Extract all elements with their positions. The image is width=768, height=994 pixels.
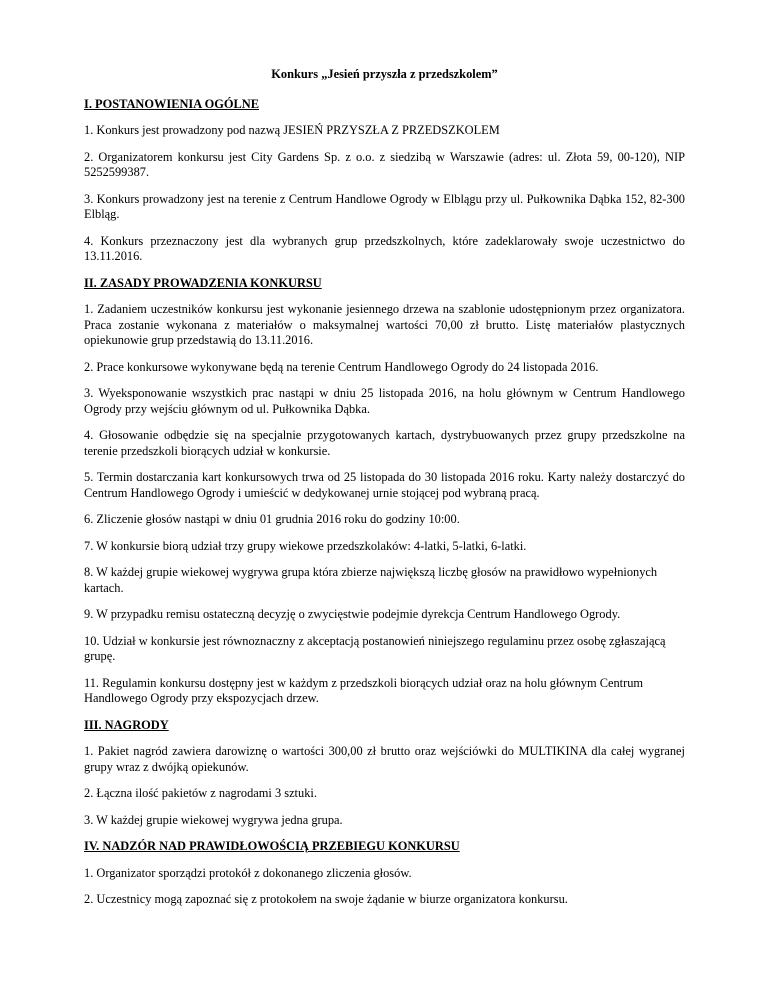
paragraph: 4. Konkurs przeznaczony jest dla wybranych grup przedszkolnych, które zadeklarowały swoje uczestnictwo do 13.11.2016. <box>84 233 685 263</box>
paragraph: 2. Organizatorem konkursu jest City Gardens Sp. z o.o. z siedzibą w Warszawie (adres: ul. Złota 59, 00-120), NIP 5252599387. <box>84 149 685 179</box>
paragraph: 4. Głosowanie odbędzie się na specjalnie przygotowanych kartach, dystrybuowanych przez grupy przedszkolne na terenie przedszkoli biorących udział w konkursie. <box>84 428 685 458</box>
paragraph: 6. Zliczenie głosów nastąpi w dniu 01 grudnia 2016 roku do godziny 10:00. <box>84 512 460 526</box>
paragraph: 9. W przypadku remisu ostateczną decyzję o zwycięstwie podejmie dyrekcja Centrum Handlowego Ogrody. <box>84 607 621 621</box>
paragraph: 11. Regulamin konkursu dostępny jest w każdym z przedszkoli biorących udział oraz na holu głównym Centrum Handlowego Ogrody przy ekspozycjach drzew. <box>84 675 644 705</box>
document-title: Konkurs „Jesień przyszła z przedszkolem” <box>271 67 498 81</box>
paragraph: 1. Organizator sporządzi protokół z dokonanego zliczenia głosów. <box>84 865 412 880</box>
paragraph: 3. Wyeksponowanie wszystkich prac nastąpi w dniu 25 listopada 2016, na holu głównym w Centrum Handlowego Ogrody przy wejściu głównym od ul. Pułkownika Dąbka. <box>84 386 685 416</box>
section-heading: II. ZASADY PROWADZENIA KONKURSU <box>84 275 322 290</box>
document-page <box>84 67 685 919</box>
paragraph: 3. W każdej grupie wiekowej wygrywa jedna grupa. <box>84 812 343 827</box>
section-heading: IV. NADZÓR NAD PRAWIDŁOWOŚCIĄ PRZEBIEGU KONKURSU <box>84 839 460 853</box>
section-general-provisions <box>84 97 685 265</box>
paragraph: 3. Konkurs prowadzony jest na terenie z Centrum Handlowe Ogrody w Elblągu przy ul. Pułkownika Dąbka 152, 82-300 Elbląg. <box>84 191 685 221</box>
paragraph: 1. Zadaniem uczestników konkursu jest wykonanie jesiennego drzewa na szablonie udostępnionym przez organizatora. Praca zostanie wykonana z materiałów o maksymalnej wartości 70,00 zł brutto. Listę materiałów plastycznych opiekunowie grup przedstawią do 13.11.2016. <box>84 302 685 347</box>
section-prizes <box>84 718 685 829</box>
paragraph: 7. W konkursie biorą udział trzy grupy wiekowe przedszkolaków: 4-latki, 5-latki, 6-latki. <box>84 538 527 553</box>
paragraph: 8. W każdej grupie wiekowej wygrywa grupa która zbierze największą liczbę głosów na prawidłowo wypełnionych kartach. <box>84 565 658 595</box>
paragraph: 2. Uczestnicy mogą zapoznać się z protokołem na swoje żądanie w biurze organizatora konkursu. <box>84 892 568 906</box>
section-supervision <box>84 839 685 908</box>
paragraph: 5. Termin dostarczania kart konkursowych trwa od 25 listopada do 30 listopada 2016 roku. Karty należy dostarczyć do Centrum Handlowego Ogrody i umieścić w dedykowanej urnie stojącej pod wybraną pracą. <box>84 470 685 500</box>
paragraph: 1. Konkurs jest prowadzony pod nazwą JESIEŃ PRZYSZŁA Z PRZEDSZKOLEM <box>84 123 500 137</box>
section-contest-rules <box>84 276 685 707</box>
paragraph: 10. Udział w konkursie jest równoznaczny z akceptacją postanowień niniejszego regulaminu przez osobę zgłaszającą grupę. <box>84 633 666 663</box>
section-heading: I. POSTANOWIENIA OGÓLNE <box>84 96 259 111</box>
paragraph: 1. Pakiet nagród zawiera darowiznę o wartości 300,00 zł brutto oraz wejściówki do MULTIKINA dla całej wygranej grupy wraz z dwójką opiekunów. <box>84 744 685 774</box>
paragraph: 2. Prace konkursowe wykonywane będą na terenie Centrum Handlowego Ogrody do 24 listopada 2016. <box>84 359 599 374</box>
section-heading: III. NAGRODY <box>84 717 169 732</box>
paragraph: 2. Łączna ilość pakietów z nagrodami 3 sztuki. <box>84 786 317 800</box>
